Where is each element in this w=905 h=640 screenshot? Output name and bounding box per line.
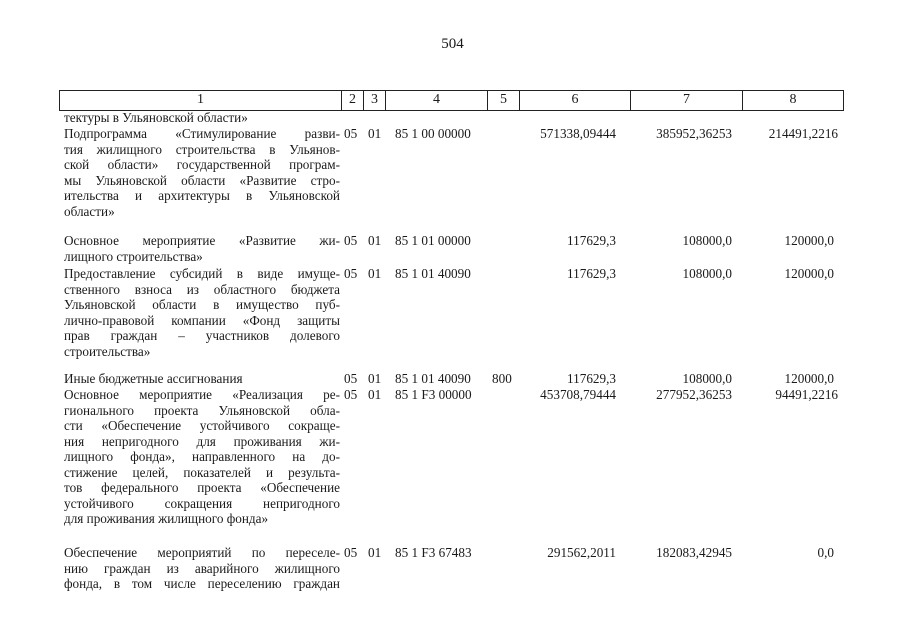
description-line: гионального проекта Ульяновской обла- bbox=[64, 402, 340, 418]
header-col-6: 6 bbox=[520, 91, 631, 110]
amount-col-6: 571338,09444 bbox=[540, 126, 616, 141]
amount-col-6: 117629,3 bbox=[567, 371, 616, 386]
header-col-1: 1 bbox=[60, 91, 342, 110]
amount-col-7: 277952,36253 bbox=[656, 387, 732, 402]
subsection-code: 01 bbox=[368, 266, 382, 281]
section-code: 05 bbox=[344, 126, 358, 141]
target-article-code: 85 1 01 40090 bbox=[395, 266, 471, 281]
subsection-code: 01 bbox=[368, 387, 382, 402]
amount-col-6: 117629,3 bbox=[567, 233, 616, 248]
header-col-5: 5 bbox=[488, 91, 520, 110]
description-line: устойчивого сокращения непригодного bbox=[64, 495, 340, 511]
subsection-code: 01 bbox=[368, 126, 382, 141]
description-line: фонда, в том числе переселению граждан bbox=[64, 576, 340, 591]
section-code: 05 bbox=[344, 371, 358, 386]
description-line: ния непригодного для проживания жи- bbox=[64, 433, 340, 449]
amount-col-8: 94491,2216 bbox=[775, 387, 838, 402]
header-col-8: 8 bbox=[743, 91, 844, 110]
description-line: тектуры в Ульяновской области» bbox=[64, 110, 248, 125]
description-line: тия жилищного строительства в Ульянов- bbox=[64, 141, 340, 157]
page-number: 504 bbox=[441, 36, 464, 52]
amount-col-7: 108000,0 bbox=[682, 233, 732, 248]
amount-col-7: 182083,42945 bbox=[656, 545, 732, 560]
description-line: строительства» bbox=[64, 343, 151, 359]
subsection-code: 01 bbox=[368, 371, 382, 386]
description-line: Ульяновской области в имущество пуб- bbox=[64, 297, 340, 312]
description-line: Предоставление субсидий в виде имуще- bbox=[64, 266, 340, 281]
header-col-2: 2 bbox=[342, 91, 364, 110]
description-line: лично-правовой компании «Фонд защиты bbox=[64, 312, 340, 328]
amount-col-6: 291562,2011 bbox=[547, 545, 616, 560]
amount-col-8: 0,0 bbox=[817, 545, 834, 560]
table-header bbox=[59, 90, 844, 111]
description-line: нию граждан из аварийного жилищного bbox=[64, 560, 340, 576]
row-description bbox=[64, 266, 340, 359]
description-line: сти «Обеспечение устойчивого сокраще- bbox=[64, 418, 340, 433]
header-col-3: 3 bbox=[364, 91, 386, 110]
description-line: Основное мероприятие «Развитие жи- bbox=[64, 233, 340, 248]
row-description bbox=[64, 110, 340, 126]
row-description bbox=[64, 387, 340, 527]
amount-col-7: 108000,0 bbox=[682, 266, 732, 281]
amount-col-7: 385952,36253 bbox=[656, 126, 732, 141]
description-line: тов федерального проекта «Обеспечение bbox=[64, 480, 340, 495]
description-line: Подпрограмма «Стимулирование разви- bbox=[64, 126, 340, 141]
target-article-code: 85 1 01 00000 bbox=[395, 233, 471, 248]
description-line: Иные бюджетные ассигнования bbox=[64, 371, 243, 386]
header-col-7: 7 bbox=[631, 91, 743, 110]
target-article-code: 85 1 F3 67483 bbox=[395, 545, 472, 560]
section-code: 05 bbox=[344, 545, 358, 560]
amount-col-8: 120000,0 bbox=[784, 233, 834, 248]
row-description bbox=[64, 545, 340, 592]
description-line: мы Ульяновской области «Развитие стро- bbox=[64, 172, 340, 188]
description-line: ительства и архитектуры в Ульяновской bbox=[64, 188, 340, 203]
header-col-4: 4 bbox=[386, 91, 488, 110]
section-code: 05 bbox=[344, 266, 358, 281]
description-line: ской области» государственной програм- bbox=[64, 157, 340, 172]
description-line: Основное мероприятие «Реализация ре- bbox=[64, 387, 340, 402]
target-article-code: 85 1 01 40090 bbox=[395, 371, 471, 386]
description-line: области» bbox=[64, 203, 115, 219]
amount-col-8: 120000,0 bbox=[784, 371, 834, 386]
description-line: ственного взноса из областного бюджета bbox=[64, 281, 340, 297]
description-line: для проживания жилищного фонда» bbox=[64, 511, 269, 526]
section-code: 05 bbox=[344, 233, 358, 248]
expense-type-code: 800 bbox=[492, 371, 512, 386]
description-line: лищного фонда», направленного на до- bbox=[64, 449, 340, 464]
amount-col-8: 120000,0 bbox=[784, 266, 834, 281]
row-description bbox=[64, 233, 340, 264]
amount-col-8: 214491,2216 bbox=[768, 126, 838, 141]
target-article-code: 85 1 F3 00000 bbox=[395, 387, 472, 402]
row-description bbox=[64, 126, 340, 219]
amount-col-6: 453708,79444 bbox=[540, 387, 616, 402]
amount-col-7: 108000,0 bbox=[682, 371, 732, 386]
description-line: Обеспечение мероприятий по переселе- bbox=[64, 545, 340, 560]
row-description bbox=[64, 371, 340, 387]
section-code: 05 bbox=[344, 387, 358, 402]
description-line: стижение целей, показателей и результа- bbox=[64, 464, 340, 480]
subsection-code: 01 bbox=[368, 545, 382, 560]
description-line: прав граждан – участников долевого bbox=[64, 328, 340, 343]
amount-col-6: 117629,3 bbox=[567, 266, 616, 281]
target-article-code: 85 1 00 00000 bbox=[395, 126, 471, 141]
subsection-code: 01 bbox=[368, 233, 382, 248]
description-line: лищного строительства» bbox=[64, 248, 203, 264]
